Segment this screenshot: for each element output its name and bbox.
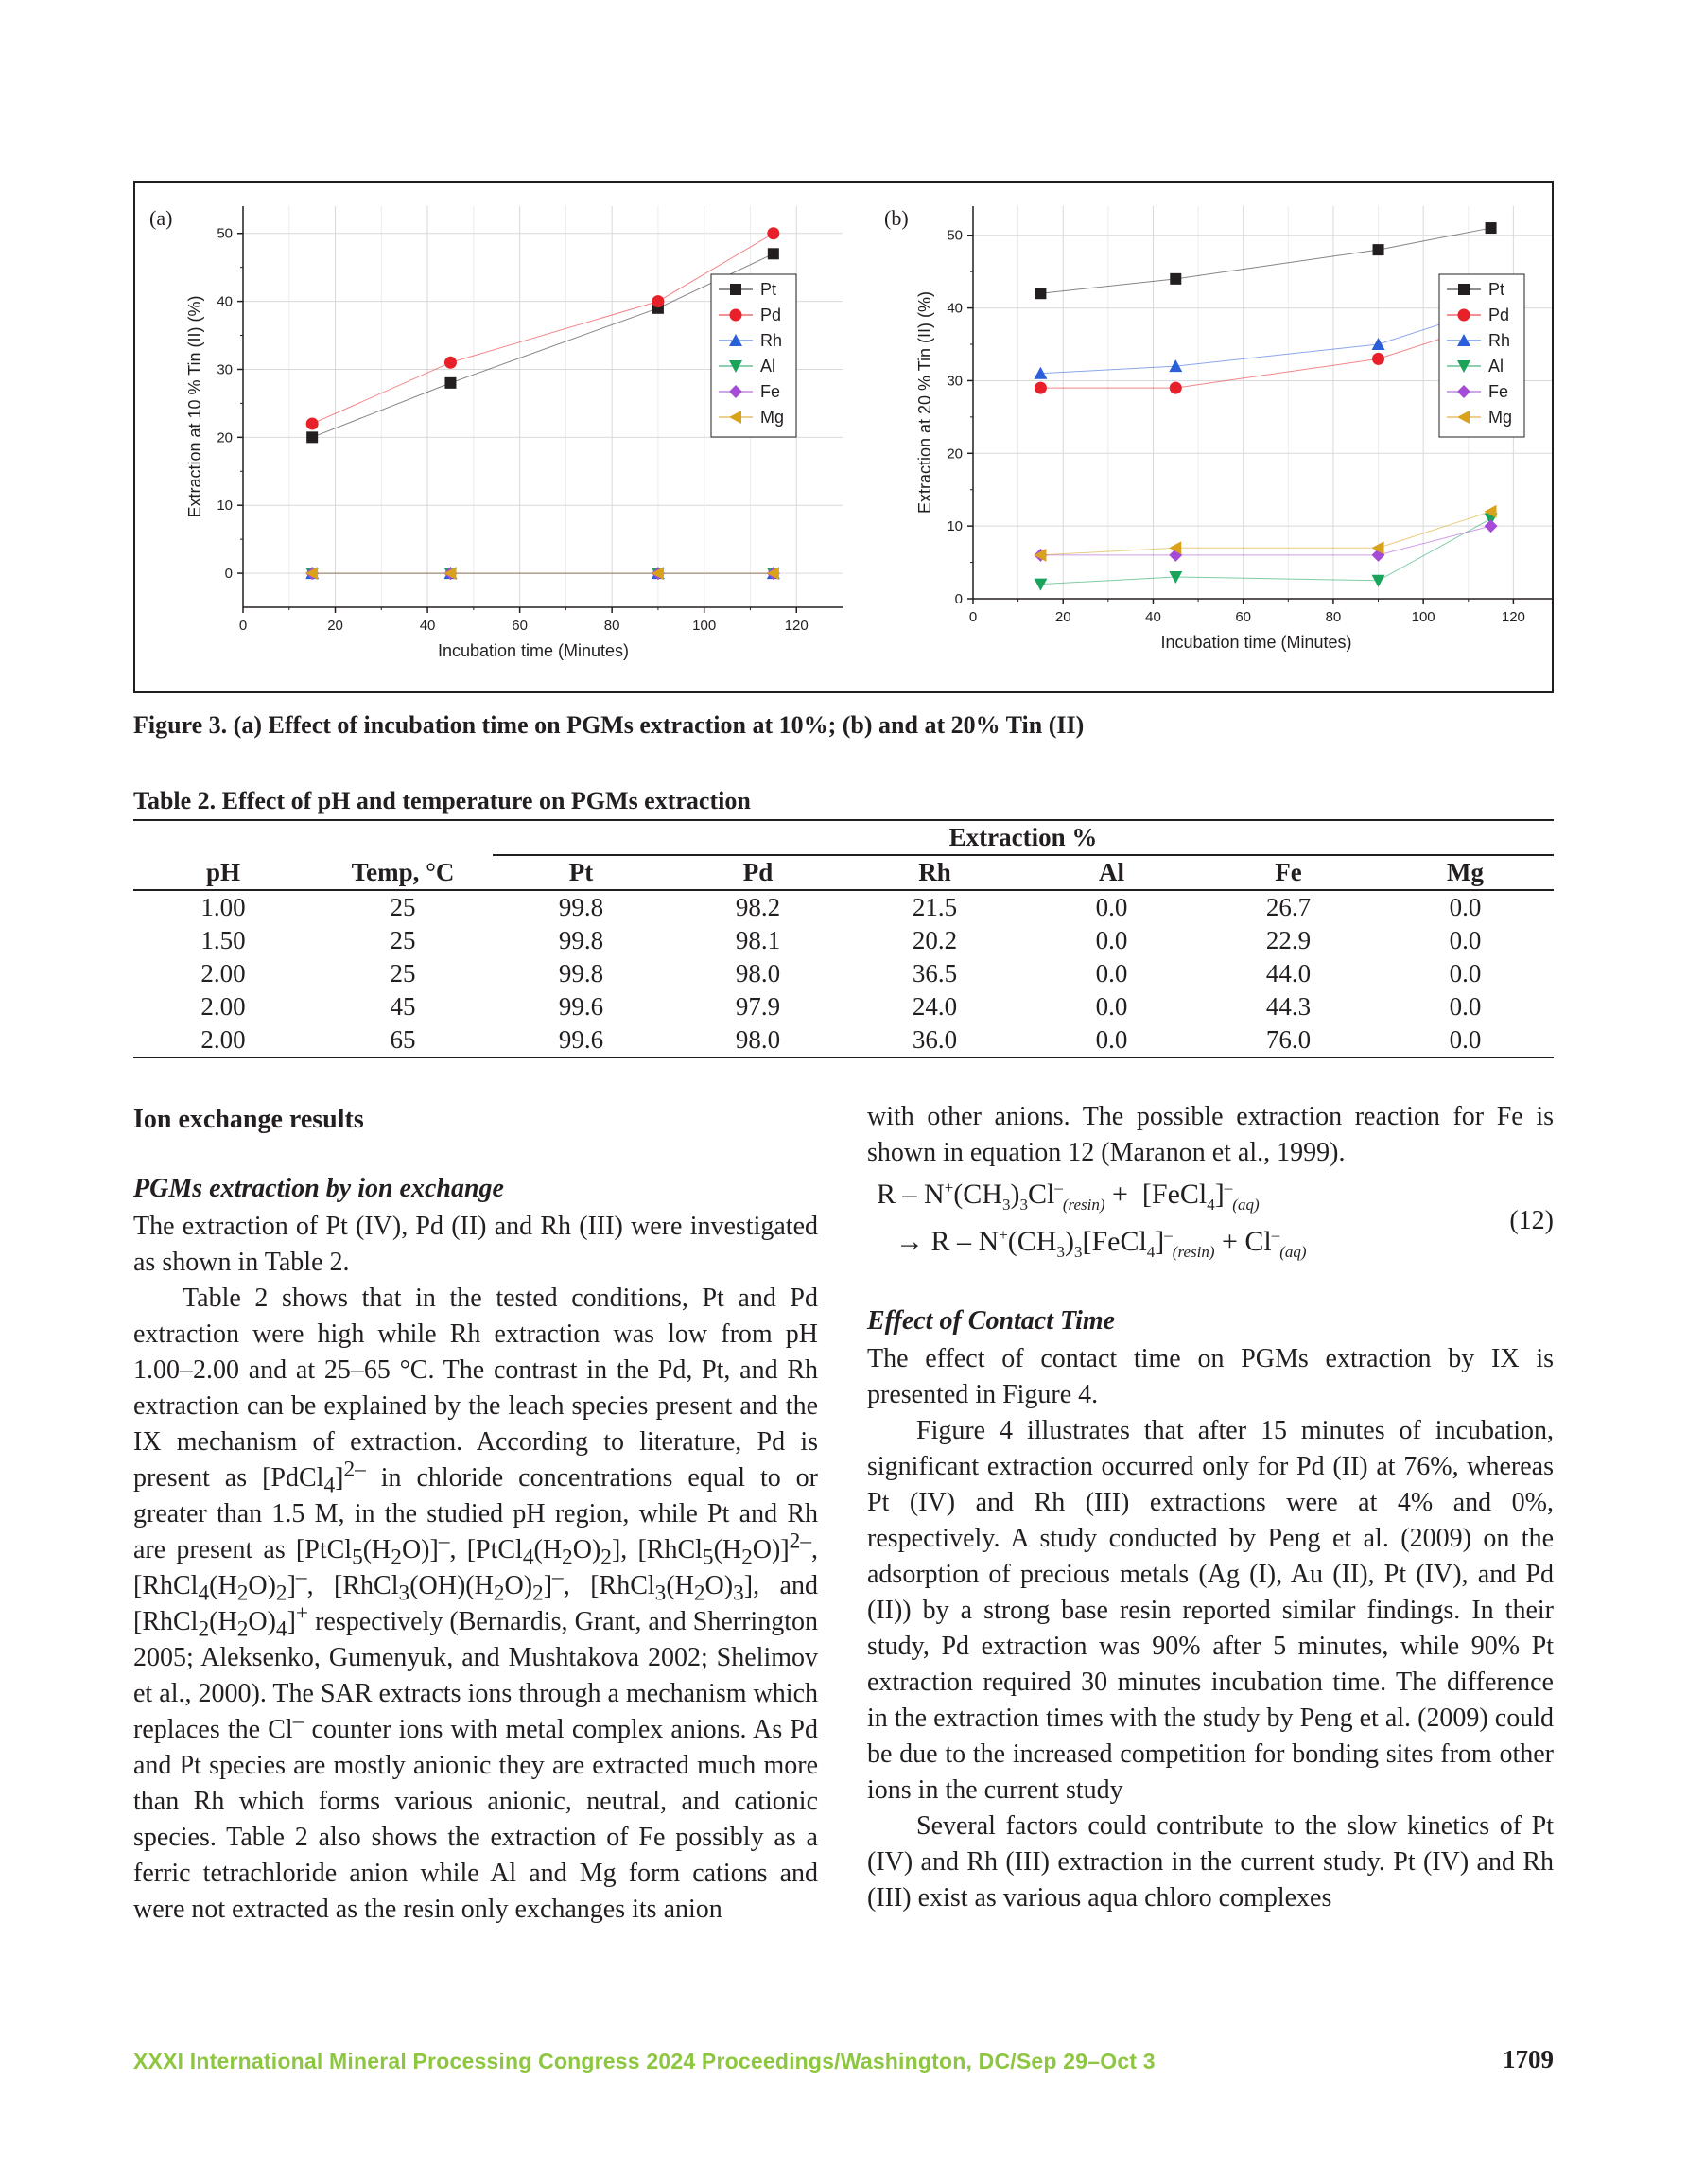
table-cell: 0.0 <box>1095 893 1128 921</box>
section-heading: Ion exchange results <box>133 1105 364 1134</box>
table-header-temp: Temp, °C <box>313 855 493 890</box>
x-tick-label: 20 <box>1054 609 1071 625</box>
legend-marker-pt <box>1458 284 1470 295</box>
legend-label: Mg <box>760 408 785 427</box>
table-row <box>133 890 1554 924</box>
figure-3 <box>133 181 1554 693</box>
y-tick-label: 30 <box>947 373 963 390</box>
table-cell: 36.0 <box>846 1023 1023 1057</box>
x-tick-label: 60 <box>512 618 528 634</box>
table-header-metal: Al <box>1023 855 1200 890</box>
data-point-pt <box>444 377 456 389</box>
x-tick-label: 80 <box>1325 609 1342 625</box>
data-point-pd <box>444 357 457 369</box>
y-axis-label: Extraction at 20 % Tin (II) (%) <box>915 290 934 515</box>
table-cell: 98.2 <box>735 893 781 921</box>
legend-marker-pd <box>1458 309 1470 322</box>
table-cell: 0.0 <box>1449 992 1482 1021</box>
legend-label: Pd <box>760 306 782 324</box>
panel-label: (a) <box>149 206 173 230</box>
data-point-pt <box>1170 273 1181 285</box>
x-tick-label: 0 <box>968 609 978 625</box>
data-point-pt <box>1373 244 1384 255</box>
x-tick-label: 120 <box>1501 609 1525 625</box>
y-tick-label: 0 <box>954 591 963 607</box>
y-tick-label: 20 <box>947 446 963 463</box>
table-cell: 25 <box>390 926 416 954</box>
chart-panel-a <box>149 206 843 660</box>
data-point-pd <box>1170 382 1182 394</box>
data-point-pt <box>1486 222 1497 234</box>
y-tick-label: 50 <box>217 225 233 242</box>
table-cell: 98.0 <box>735 959 781 987</box>
table-cell: 97.9 <box>735 992 781 1021</box>
table-cell: 0.0 <box>1023 1023 1200 1057</box>
y-tick-label: 10 <box>217 498 233 515</box>
table-cell: 99.6 <box>558 992 604 1021</box>
table-cell: 0.0 <box>1449 959 1482 987</box>
table-cell: 0.0 <box>1095 959 1128 987</box>
paragraph-contact-2: Figure 4 illustrates that after 15 minutes of incubation, significant extraction occurred only for Pd (II) at 76%, whereas Pt (IV) and Rh (III) extractions were at 4% and 0%, respectively. A study conducted by Peng et al. (2009) on the adsorption of precious metals (Ag (I), Au (II), Pt (IV), and Pd (II)) by a strong base resin reported similar findings. In their study, Pd extraction was 90% after 5 minutes, while 90% Pt extraction required 30 minutes incubation time. The difference in the extraction times with the study by Peng et al. (2009) could be due to the increased competition for bonding sites from other ions in the current study <box>867 1416 1554 1805</box>
paragraph-continued: with other anions. The possible extraction reaction for Fe is shown in equation 12 (Maranon et al., 1999). <box>867 1102 1554 1167</box>
x-tick-label: 0 <box>238 618 248 634</box>
data-point-pd <box>1035 382 1047 394</box>
y-tick-label: 20 <box>217 429 233 446</box>
table-cell: 0.0 <box>1377 1023 1554 1057</box>
table-cell: 1.00 <box>200 893 246 921</box>
table-header-metal: Mg <box>1377 855 1554 890</box>
table-cell: 0.0 <box>1449 893 1482 921</box>
table-row <box>133 957 1554 990</box>
y-tick-label: 40 <box>217 293 233 310</box>
figure-caption: Figure 3. (a) Effect of incubation time on PGMs extraction at 10%; (b) and at 20% Tin (II) <box>133 711 1085 739</box>
y-tick-label: 50 <box>947 227 963 244</box>
table-row <box>133 924 1554 957</box>
table-cell: 98.1 <box>735 926 781 954</box>
table-header-metal: Pd <box>670 855 846 890</box>
y-tick-label: 30 <box>217 361 233 378</box>
data-point-pd <box>1372 353 1384 365</box>
paragraph-contact-1: The effect of contact time on PGMs extraction by IX is presented in Figure 4. <box>867 1344 1554 1409</box>
table-cell: 1.50 <box>200 926 246 954</box>
legend-label: Rh <box>1488 331 1511 350</box>
equation-number: (12) <box>1509 1206 1554 1235</box>
legend-label: Pt <box>1488 280 1505 299</box>
table-cell: 0.0 <box>1095 926 1128 954</box>
data-point-pt <box>768 248 779 259</box>
table-cell: 22.9 <box>1265 926 1312 954</box>
data-point-pd <box>652 295 664 307</box>
x-tick-label: 60 <box>1235 609 1252 625</box>
legend-label: Pt <box>760 280 777 299</box>
x-tick-label: 40 <box>1145 609 1161 625</box>
table-cell: 2.00 <box>200 959 246 987</box>
table-cell: 44.0 <box>1265 959 1312 987</box>
equation-line-1: R – $N^+(CH_3)_3Cl^-_{(resin)}$ + $[FeCl_4]^-_{(aq)}$ <box>877 1179 1260 1214</box>
data-point-pd <box>767 227 779 239</box>
x-tick-label: 120 <box>784 618 809 634</box>
table-cell: 26.7 <box>1265 893 1312 921</box>
legend-label: Mg <box>1488 408 1513 427</box>
table-cell: 76.0 <box>1200 1023 1377 1057</box>
legend-label: Al <box>1488 357 1504 376</box>
table-header-metal: Fe <box>1200 855 1377 890</box>
table-cell: 65 <box>313 1023 493 1057</box>
data-point-pd <box>306 417 319 429</box>
legend-label: Pd <box>1488 306 1510 324</box>
legend-label: Fe <box>760 382 781 401</box>
table-cell: 24.0 <box>912 992 958 1021</box>
table-cell: 98.0 <box>670 1023 846 1057</box>
table-cell: 21.5 <box>912 893 958 921</box>
figure-3-svg <box>135 183 1552 691</box>
table-cell: 0.0 <box>1095 992 1128 1021</box>
y-tick-label: 0 <box>224 566 233 583</box>
data-point-pt <box>306 431 318 443</box>
table-cell: 99.8 <box>558 959 604 987</box>
page-number: 1709 <box>1503 2045 1554 2073</box>
x-tick-label: 80 <box>603 618 620 634</box>
footer-proceedings: XXXI International Mineral Processing Congress 2024 Proceedings/Washington, DC/Sep 29–Oct 3 <box>133 2049 1156 2073</box>
table-cell: 2.00 <box>200 992 246 1021</box>
table-cell: 25 <box>390 959 416 987</box>
x-tick-label: 40 <box>419 618 436 634</box>
x-tick-label: 20 <box>327 618 343 634</box>
table-header-ph: pH <box>133 855 313 890</box>
y-tick-label: 40 <box>947 300 963 317</box>
table-header-blank <box>133 820 313 855</box>
data-point-al <box>1034 579 1047 591</box>
subheading-pgms-extraction: PGMs extraction by ion exchange <box>133 1174 504 1203</box>
paragraph-contact-3: Several factors could contribute to the slow kinetics of Pt (IV) and Rh (III) extraction in the current study. Pt (IV) and Rh (III) exist as various aqua chloro complexes <box>867 1811 1554 1913</box>
table-cell: 44.3 <box>1265 992 1312 1021</box>
panel-label: (b) <box>884 206 909 230</box>
table-cell: 25 <box>390 893 416 921</box>
x-tick-label: 100 <box>1411 609 1435 625</box>
table-cell: 36.5 <box>912 959 958 987</box>
table-cell: 45 <box>390 992 416 1021</box>
data-point-pt <box>1035 288 1046 299</box>
chart-panel-b <box>884 206 1552 652</box>
paragraph-2: Table 2 shows that in the tested conditions, Pt and Pd extraction were high while Rh extraction was low from pH 1.00–2.00 and at 25–65 °C. The contrast in the Pd, Pt, and Rh extraction can be explained by the leach species present and the IX mechanism of extraction. According to literature, Pd is present as [PdCl$_4$]$^{2-}$ in chloride concentrations equal to or greater than 1.5 M, in the studied pH region, while Pt and Rh are present as $[PtCl_5(H_2O)]^-$, $[PtCl_4(H_2O)_2]$, $[RhCl_5(H_2O)]^{2-}$, $[RhCl_4(H_2O)_2]^-$, $[RhCl_3(OH)(H_2O)_2]^-$, $[RhCl_3(H_2O)_3]$, and $[RhCl_2(H_2O)_4]^+$ respectively (Bernardis, Grant, and Sherrington 2005; Aleksenko, Gumenyuk, and Mushtakova 2002; Shelimov et al., 2000). The SAR extracts ions through a mechanism which replaces the Cl– counter ions with metal complex anions. As Pd and Pt species are mostly anionic they are extracted much more than Rh which forms various anionic, neutral, and cationic species. Table 2 also shows the extraction of Fe possibly as a ferric tetrachloride anion while Al and Mg form cations and were not extracted as the resin only exchanges its anion <box>133 1284 818 1924</box>
table-row <box>133 1023 1554 1057</box>
equation-line-2: → $R - N^+(CH_3)_3[FeCl_4]^-_{(resin)} + Cl^-_{(aq)}$ <box>896 1226 1307 1261</box>
table-header-metal: Pt <box>493 855 670 890</box>
table-cell: 20.2 <box>912 926 958 954</box>
table-group-header: Extraction % <box>493 820 1554 855</box>
data-point-al <box>1372 575 1385 587</box>
table-title: Table 2. Effect of pH and temperature on PGMs extraction <box>133 787 751 814</box>
legend-label: Rh <box>760 331 783 350</box>
table-cell: 2.00 <box>133 1023 313 1057</box>
table-cell: 0.0 <box>1449 926 1482 954</box>
table-cell: 99.8 <box>558 893 604 921</box>
x-axis-label: Incubation time (Minutes) <box>437 641 630 660</box>
right-column <box>867 1099 1554 1916</box>
legend-label: Fe <box>1488 382 1509 401</box>
subheading-contact-time: Effect of Contact Time <box>867 1306 1116 1336</box>
table-header-metal: Rh <box>846 855 1023 890</box>
table-row <box>133 990 1554 1023</box>
legend-marker-pt <box>730 284 741 295</box>
table-2 <box>133 819 1554 1058</box>
y-tick-label: 10 <box>947 518 963 535</box>
x-tick-label: 100 <box>692 618 717 634</box>
table-header-blank <box>313 820 493 855</box>
x-axis-label: Incubation time (Minutes) <box>1160 633 1352 652</box>
left-column <box>133 1102 818 1928</box>
y-axis-label: Extraction at 10 % Tin (II) (%) <box>185 295 204 518</box>
data-point-rh <box>1372 338 1385 350</box>
legend-marker-pd <box>730 309 742 322</box>
table-cell: 99.8 <box>558 926 604 954</box>
legend-label: Al <box>760 357 776 376</box>
paragraph-1: The extraction of Pt (IV), Pd (II) and Rh (III) were investigated as shown in Table 2. <box>133 1212 818 1277</box>
table-cell: 99.6 <box>493 1023 670 1057</box>
equation-12 <box>867 1177 1554 1298</box>
